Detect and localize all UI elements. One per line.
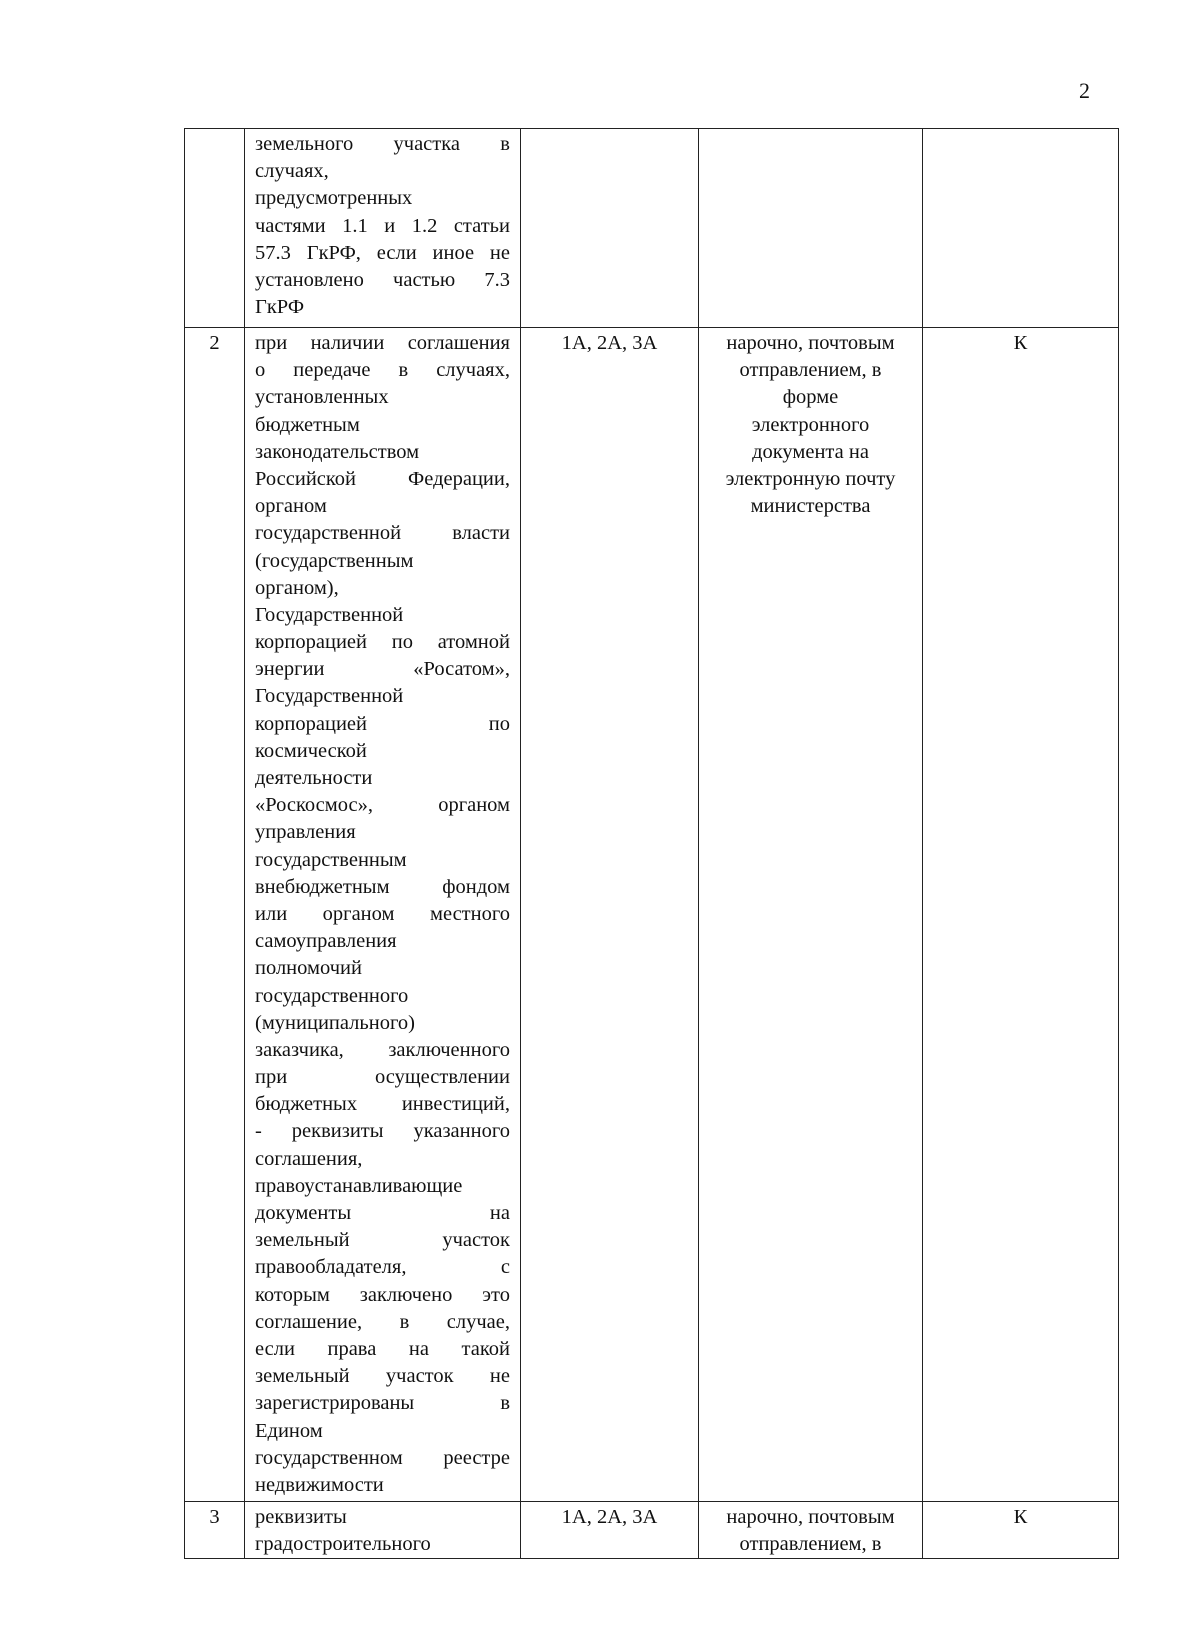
- text-line: органом: [255, 495, 327, 518]
- text-line: градостроительного: [255, 1533, 431, 1556]
- codes-cell: 1А, 2А, 3А: [521, 1502, 699, 1559]
- text-line: Едином: [255, 1419, 323, 1442]
- row-number: [185, 129, 245, 328]
- text-line: органом),: [255, 576, 339, 599]
- text-line: корпорацией по атомной: [255, 631, 510, 654]
- text-line: соглашения,: [255, 1147, 363, 1170]
- row-number: 2: [185, 328, 245, 1502]
- text-line: (муниципального): [255, 1011, 415, 1034]
- method-line: министерства: [750, 495, 871, 518]
- submission-method: [699, 328, 923, 1502]
- text-line: правоустанавливающие: [255, 1174, 463, 1197]
- method-line: электронного: [751, 413, 870, 436]
- text-line: документы на: [255, 1202, 510, 1224]
- text-line: соглашение, в случае,: [255, 1310, 510, 1333]
- text-line: государственного: [255, 984, 409, 1007]
- method-line: нарочно, почтовым: [726, 332, 895, 354]
- text-line: предусмотренных: [255, 187, 413, 210]
- text-line: государственном реестре: [255, 1446, 510, 1469]
- text-line: установлено частью 7.3: [255, 268, 510, 291]
- mark-cell: К: [923, 328, 1119, 1502]
- text-line: бюджетных инвестиций,: [255, 1093, 510, 1116]
- method-line: электронную почту: [725, 467, 896, 490]
- codes-cell: 1А, 2А, 3А: [521, 328, 699, 1502]
- text-line: Государственной: [255, 603, 404, 626]
- text-line: полномочий: [255, 957, 362, 980]
- text-line: (государственным: [255, 549, 414, 572]
- text-line: энергии «Росатом»,: [255, 658, 510, 681]
- codes-cell: [521, 129, 699, 328]
- method-line: отправлением, в: [739, 359, 882, 382]
- text-line: при наличии соглашения: [255, 332, 510, 354]
- text-line: земельный участок не: [255, 1365, 510, 1388]
- text-line: земельный участок: [255, 1229, 510, 1252]
- text-line: частями 1.1 и 1.2 статьи: [255, 214, 510, 237]
- text-line: управления: [255, 821, 356, 844]
- text-line: если права на такой: [255, 1337, 510, 1360]
- text-line: 57.3 ГкРФ, если иное не: [255, 241, 510, 264]
- table-row: [185, 328, 1119, 1502]
- text-line: внебюджетным фондом: [255, 875, 510, 898]
- text-line: - реквизиты указанного: [255, 1120, 510, 1143]
- method-line: документа на: [752, 440, 869, 463]
- text-line: установленных: [255, 386, 389, 409]
- text-line: заказчика, заключенного: [255, 1038, 510, 1061]
- method-line: отправлением, в: [739, 1533, 882, 1556]
- text-line: государственным: [255, 848, 407, 871]
- row-number: 3: [185, 1502, 245, 1559]
- mark-cell: К: [923, 1502, 1119, 1559]
- text-line: «Роскосмос», органом: [255, 794, 510, 817]
- text-line: реквизиты: [255, 1506, 347, 1529]
- requirements-table: [184, 128, 1119, 1559]
- text-line: космической: [255, 739, 367, 762]
- text-line: Российской Федерации,: [255, 467, 510, 490]
- requirement-text: [245, 1502, 521, 1559]
- requirement-text: [245, 129, 521, 328]
- text-line: недвижимости: [255, 1473, 384, 1496]
- text-line: о передаче в случаях,: [255, 359, 510, 382]
- page-number: 2: [1079, 78, 1090, 103]
- method-line: нарочно, почтовым: [726, 1506, 895, 1529]
- requirement-text: [245, 328, 521, 1502]
- text-line: государственной власти: [255, 522, 510, 545]
- submission-method: [699, 1502, 923, 1559]
- text-line: при осуществлении: [255, 1066, 510, 1089]
- text-line: правообладателя, с: [255, 1256, 510, 1279]
- text-line: зарегистрированы в: [255, 1392, 510, 1415]
- text-line: или органом местного: [255, 902, 510, 925]
- submission-method: [699, 129, 923, 328]
- text-line: бюджетным: [255, 413, 360, 436]
- text-line: которым заключено это: [255, 1283, 510, 1306]
- text-line: случаях,: [255, 160, 329, 183]
- method-line: форме: [782, 386, 839, 409]
- text-line: ГкРФ: [255, 296, 305, 319]
- text-line: законодательством: [255, 440, 420, 463]
- text-line: Государственной: [255, 685, 404, 708]
- mark-cell: [923, 129, 1119, 328]
- text-line: деятельности: [255, 767, 373, 789]
- text-line: самоуправления: [255, 930, 397, 953]
- text-line: земельного участка в: [255, 133, 510, 155]
- table-row: [185, 1502, 1119, 1559]
- text-line: корпорацией по: [255, 712, 510, 735]
- table-row: [185, 129, 1119, 328]
